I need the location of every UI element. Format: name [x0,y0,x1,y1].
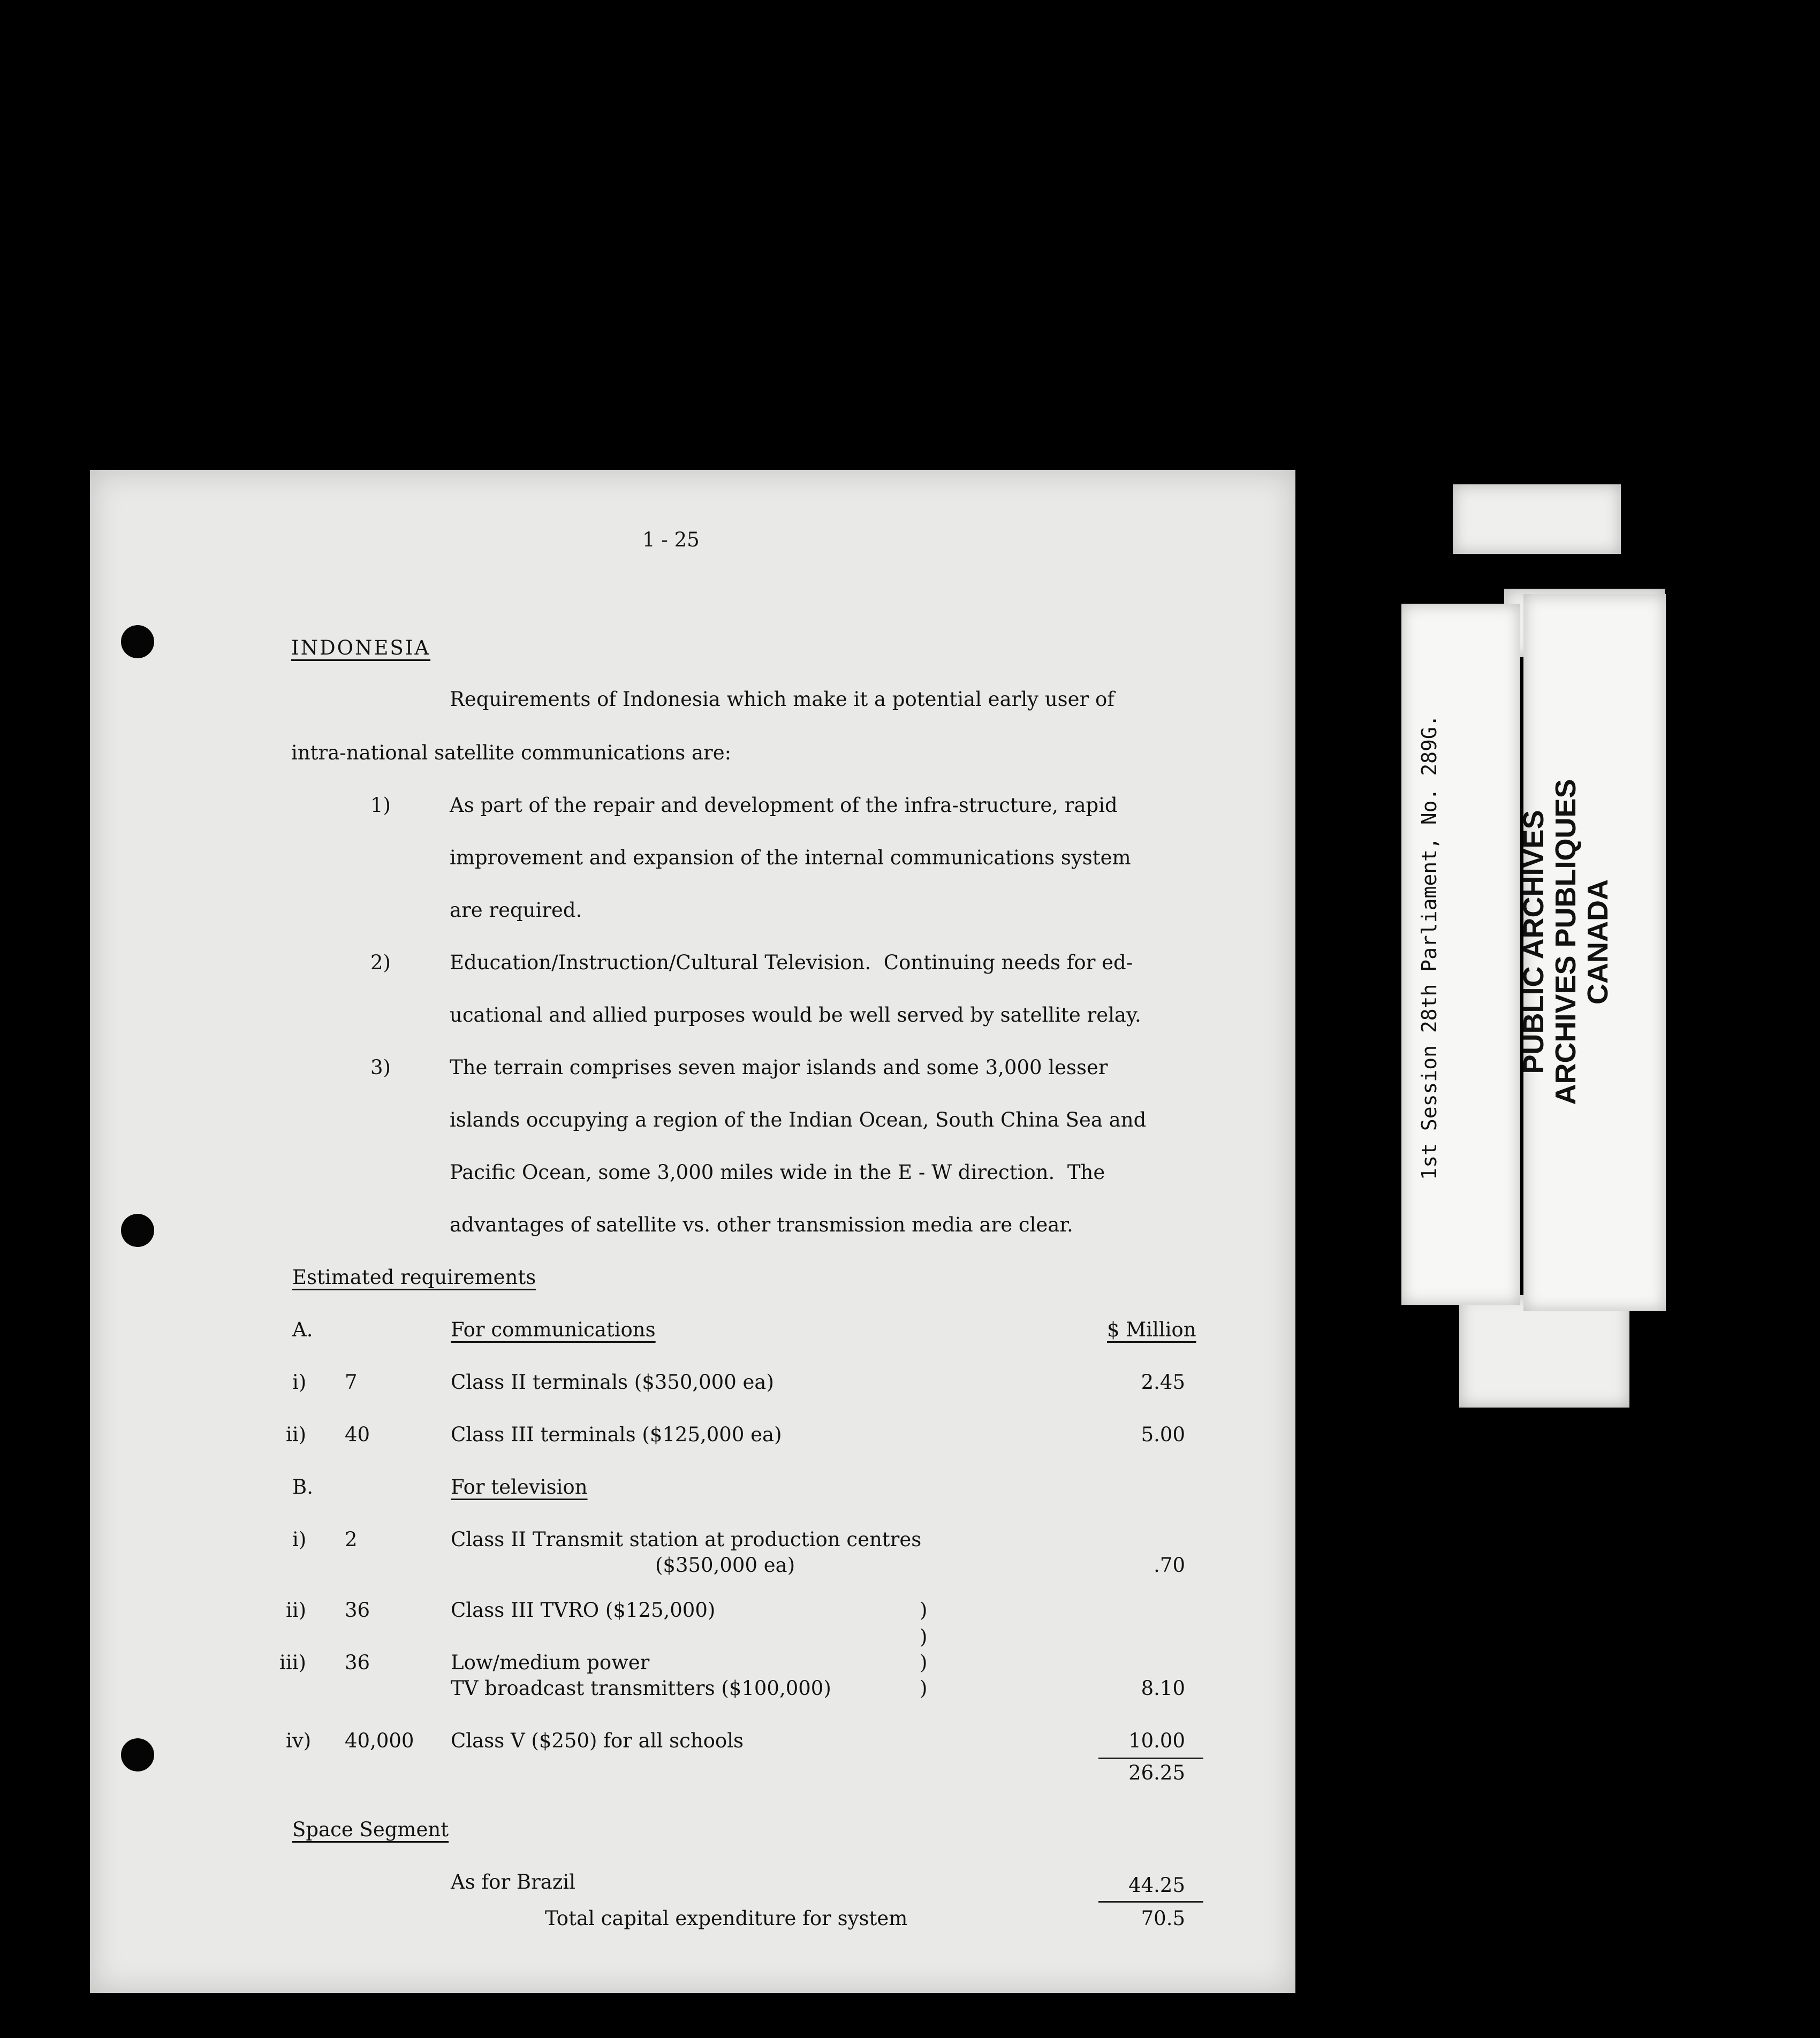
label-tab [1459,1295,1629,1408]
total-rule [1098,1901,1203,1903]
row-amount: 2.45 [1141,1371,1185,1394]
intro-line: intra-national satellite communications are: [291,741,732,764]
brace: ) [920,1677,928,1700]
row-desc: Class II Transmit station at production centres [451,1528,922,1551]
row-desc: Class III terminals ($125,000 ea) [451,1423,782,1446]
punch-hole [121,625,154,658]
brace: ) [920,1625,928,1648]
unit-header: $ Million [1107,1318,1196,1341]
row-qty: 36 [345,1651,370,1674]
row-desc-cont: TV broadcast transmitters ($100,000) [451,1677,831,1700]
row-desc: Class II terminals ($350,000 ea) [451,1371,774,1394]
item-number: 2) [370,951,391,974]
stamp-line: CANADA [1582,879,1614,1005]
item-line: The terrain comprises seven major islands and some 3,000 lesser [450,1056,1108,1079]
intro-line: Requirements of Indonesia which make it a potential early user of [450,688,1114,711]
subtotal: 26.25 [1128,1761,1185,1784]
punch-hole [121,1738,154,1771]
archive-stamp [1518,755,1619,1129]
row-desc: Low/medium power [451,1651,650,1674]
item-line: islands occupying a region of the Indian Ocean, South China Sea and [450,1108,1147,1131]
heading: INDONESIA [291,636,431,659]
stamp-line: ARCHIVES PUBLIQUES [1550,779,1582,1105]
item-number: 3) [370,1056,391,1079]
row-amount: 5.00 [1141,1423,1185,1446]
section-title: For communications [451,1318,656,1341]
space-amount: 44.25 [1128,1874,1185,1897]
row-qty: 36 [345,1599,370,1622]
total-label: Total capital expenditure for system [545,1907,908,1930]
row-index: iii) [279,1651,306,1674]
space-desc: As for Brazil [451,1870,575,1893]
item-line: are required. [450,899,582,922]
punch-hole [121,1214,154,1247]
row-qty: 40,000 [345,1729,414,1752]
item-number: 1) [370,794,391,817]
section-letter: B. [292,1476,313,1499]
archive-reference: 1st Session 28th Parliament, No. 289G. [1417,714,1441,1180]
section-letter: A. [292,1318,313,1341]
row-desc-cont: ($350,000 ea) [655,1554,795,1577]
label-tab [1453,484,1621,554]
item-line: As part of the repair and development of the infra-structure, rapid [450,794,1118,817]
row-index: ii) [286,1599,307,1622]
page-number: 1 - 25 [642,528,700,551]
row-qty: 7 [345,1371,358,1394]
space-heading: Space Segment [292,1818,449,1841]
section-title: For television [451,1476,588,1499]
row-index: ii) [286,1423,307,1446]
row-amount: 10.00 [1128,1729,1185,1752]
document-page [90,470,1295,1993]
row-qty: 2 [345,1528,358,1551]
brace: ) [920,1599,928,1622]
total-amount: 70.5 [1141,1907,1185,1930]
item-line: advantages of satellite vs. other transmission media are clear. [450,1213,1073,1236]
row-desc: Class III TVRO ($125,000) [451,1599,716,1622]
row-qty: 40 [345,1423,370,1446]
row-index: i) [292,1528,307,1551]
row-index: i) [292,1371,307,1394]
item-line: improvement and expansion of the internal communications system [450,846,1131,869]
item-line: ucational and allied purposes would be well served by satellite relay. [450,1003,1141,1026]
stamp-line: PUBLIC ARCHIVES [1518,810,1550,1074]
estimated-heading: Estimated requirements [292,1266,536,1289]
row-index: iv) [286,1729,312,1752]
brace: ) [920,1651,928,1674]
row-amount: .70 [1154,1554,1185,1577]
item-line: Pacific Ocean, some 3,000 miles wide in the E - W direction. The [450,1161,1105,1184]
item-line: Education/Instruction/Cultural Television. Continuing needs for ed- [450,951,1133,974]
sum-rule [1098,1758,1203,1759]
row-amount: 8.10 [1141,1677,1185,1700]
row-desc: Class V ($250) for all schools [451,1729,744,1752]
